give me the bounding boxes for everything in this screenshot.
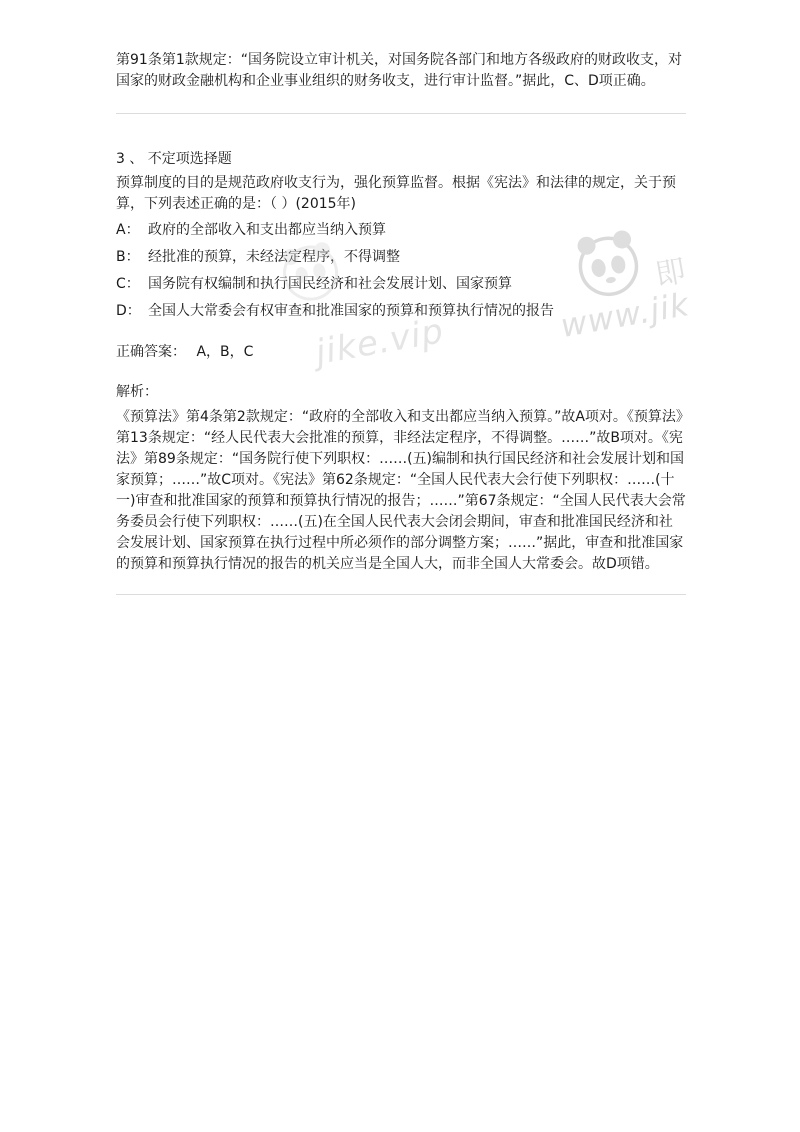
option-text: 全国人大常委会有权审查和批准国家的预算和预算执行情况的报告 [148, 303, 554, 319]
option-text: 国务院有权编制和执行国民经济和社会发展计划、国家预算 [148, 276, 512, 292]
option-c [116, 274, 686, 295]
option-letter: D： [116, 303, 141, 319]
option-letter: A： [116, 222, 140, 238]
watermark-url-left: jike.vip [312, 311, 447, 373]
previous-explanation: 第91条第1款规定：“国务院设立审计机关，对国务院各部门和地方各级政府的财政收支，对国家的财政金融机构和企业事业组织的财务收支，进行审计监督。”据此，C、D项正确。 [116, 52, 682, 89]
option-text: 经批准的预算，未经法定程序，不得调整 [148, 249, 400, 265]
question-stem: 预算制度的目的是规范政府收支行为，强化预算监督。根据《宪法》和法律的规定，关于预算，下列表述正确的是：（ ）(2015年) [116, 175, 676, 212]
answer-label: 正确答案： [116, 344, 186, 360]
option-letter: C： [116, 276, 140, 292]
options-list [116, 220, 689, 322]
watermark-url-right: www.jik [557, 285, 693, 345]
correct-answer [116, 342, 686, 363]
analysis-text: 《预算法》第4条第2款规定：“政府的全部收入和支出都应当纳入预算。”故A项对。《预算法》第13条规定：“经人民代表大会批准的预算，非经法定程序，不得调整。……”故B项对。《宪法》第89条规定：“国务院行使下列职权：……(五)编制和执行国民经济和社会发展计划和国家预算；……”故C项对。《宪法》第62条规定：“全国人民代表大会行使下列职权：……(十一)审查和批准国家的预算和预算执行情况的报告；……”第67条规定：“全国人民代表大会常务委员会行使下列职权：……(五)在全国人民代表大会闭会期间，审查和批准国民经济和社会发展计划、国家预算在执行过程中所必须作的部分调整方案；……”据此，审查和批准国家的预算和预算执行情况的报告的机关应当是全国人大，而非全国人大常委会。故D项错。 [116, 409, 686, 572]
option-a [116, 220, 686, 241]
option-letter: B： [116, 249, 140, 265]
answer-value: A，B，C [196, 344, 254, 360]
option-d [116, 301, 686, 322]
option-b [116, 247, 686, 268]
question-number: 3 、 不定项选择题 [116, 151, 232, 167]
document-page [116, 50, 689, 595]
watermark-cn: 即 [652, 253, 689, 294]
option-text: 政府的全部收入和支出都应当纳入预算 [148, 222, 386, 238]
analysis-label: 解析： [116, 384, 158, 400]
section-divider-bottom [116, 594, 686, 595]
